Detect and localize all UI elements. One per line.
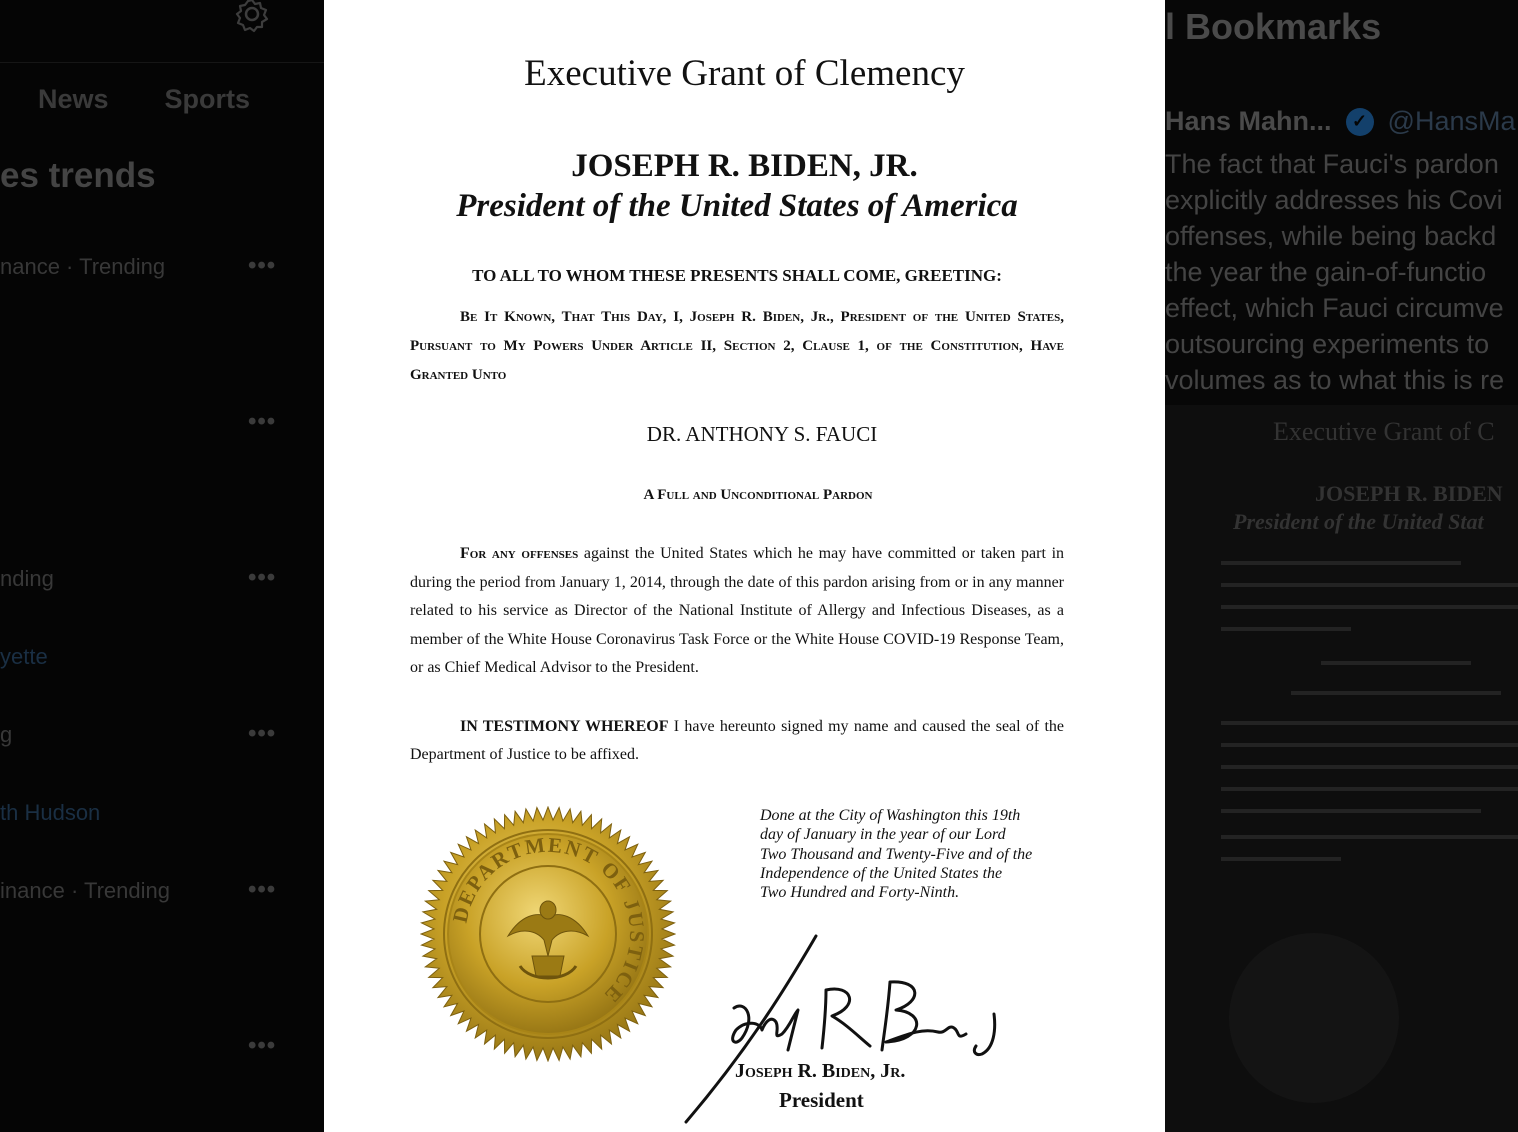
offenses-text: against the United States which he may have committed or taken part in during the period from January 1, 2014, through the date of this pardon arising from or in any manner related to his service as Director of the National Institute of Allergy and Infectious Diseases, as a member of the White House Coronavirus Task Force or the White House COVID-19 Response Team, or as Chief Medical Advisor to the President. xyxy=(410,545,1065,676)
signer-name: Joseph R. Biden, Jr. xyxy=(735,1060,906,1082)
president-office: President of the United States of America xyxy=(456,188,1018,224)
dated-line: Two Hundred and Forty-Ninth. xyxy=(760,884,960,902)
pardon-type: A Full and Unconditional Pardon xyxy=(643,487,873,503)
testimony-paragraph xyxy=(410,713,1064,769)
tweet-line: volumes as to what this is re xyxy=(1165,365,1505,395)
tab-sports[interactable]: Sports xyxy=(164,84,251,114)
testimony-text: I have hereunto signed my name and caused the seal of the Department of Justice to be affixed. xyxy=(410,718,1064,763)
tweet-line: the year the gain-of-functio xyxy=(1165,257,1487,287)
explore-tabs xyxy=(38,84,250,115)
document-title: Executive Grant of Clemency xyxy=(524,53,965,94)
intro-paragraph: Be It Known, That This Day, I, Joseph R. Biden, Jr., President of the United States, Pursuant to My Powers Under Article II, Section 2, Clause 1, of the Constitution, Have Granted Unto xyxy=(410,309,1064,383)
background-right-column xyxy=(1165,0,1518,1132)
author-name[interactable]: Hans Mahn... xyxy=(1165,106,1332,136)
clemency-document-image[interactable] xyxy=(324,0,1165,1132)
verified-badge-icon: ✓ xyxy=(1346,108,1374,136)
tweet-author-row[interactable] xyxy=(1165,106,1515,137)
tweet-line: effect, which Fauci circumve xyxy=(1165,293,1504,323)
background-left-column xyxy=(0,0,324,1132)
trend-label: nding xyxy=(0,566,54,591)
testimony-lead: IN TESTIMONY WHEREOF xyxy=(460,718,669,735)
dated-line: Done at the City of Washington this 19th xyxy=(760,807,1021,824)
tweet-line: outsourcing experiments to xyxy=(1165,329,1490,359)
tab-news[interactable]: News xyxy=(38,84,109,114)
offenses-lead: For any offenses xyxy=(460,545,579,562)
thumbnail-office: President of the United Stat xyxy=(1233,509,1484,534)
greeting-line: TO ALL TO WHOM THESE PRESENTS SHALL COME, GREETING: xyxy=(472,266,1002,285)
trend-label: th Hudson xyxy=(0,800,101,825)
gear-icon[interactable] xyxy=(234,0,270,34)
divider xyxy=(0,62,324,63)
trend-label: g xyxy=(0,722,13,747)
page-title: l Bookmarks xyxy=(1165,6,1382,47)
offenses-paragraph xyxy=(410,540,1064,683)
trends-heading: es trends xyxy=(0,156,156,195)
department-of-justice-seal xyxy=(420,806,676,1062)
tweet-line: offenses, while being backd xyxy=(1165,221,1497,251)
seal-text: DEPARTMENT OF JUSTICE xyxy=(447,832,650,1009)
thumbnail-title: Executive Grant of C xyxy=(1273,417,1495,446)
tweet-text xyxy=(1165,146,1518,398)
dated-line: Two Thousand and Twenty-Five and of the xyxy=(760,845,1033,863)
thumbnail-seal xyxy=(1229,933,1399,1103)
thumbnail-name: JOSEPH R. BIDEN xyxy=(1315,481,1503,506)
more-options-icon[interactable]: ••• xyxy=(248,720,277,747)
dated-line: day of January in the year of our Lord xyxy=(760,826,1006,844)
trend-label: nance · Trending xyxy=(0,254,166,279)
author-handle[interactable]: @HansMa xyxy=(1387,106,1516,136)
more-options-icon[interactable]: ••• xyxy=(248,1032,277,1059)
thumbnail-text-lines xyxy=(1221,561,1518,879)
tweet-line: The fact that Fauci's pardon xyxy=(1165,149,1499,179)
more-options-icon[interactable]: ••• xyxy=(248,876,277,903)
more-options-icon[interactable]: ••• xyxy=(248,564,277,591)
trend-label: yette xyxy=(0,644,48,669)
dated-at-text xyxy=(760,806,1060,902)
more-options-icon[interactable]: ••• xyxy=(248,252,277,279)
trend-label: inance · Trending xyxy=(0,878,170,903)
signer-title: President xyxy=(779,1088,864,1112)
recipient-name: DR. ANTHONY S. FAUCI xyxy=(646,422,878,446)
president-name: JOSEPH R. BIDEN, JR. xyxy=(571,148,918,184)
tweet-image-thumbnail[interactable] xyxy=(1165,405,1518,1132)
dated-line: Independence of the United States the xyxy=(760,864,1003,882)
tweet-line: explicitly addresses his Covi xyxy=(1165,185,1503,215)
more-options-icon[interactable]: ••• xyxy=(248,408,277,435)
